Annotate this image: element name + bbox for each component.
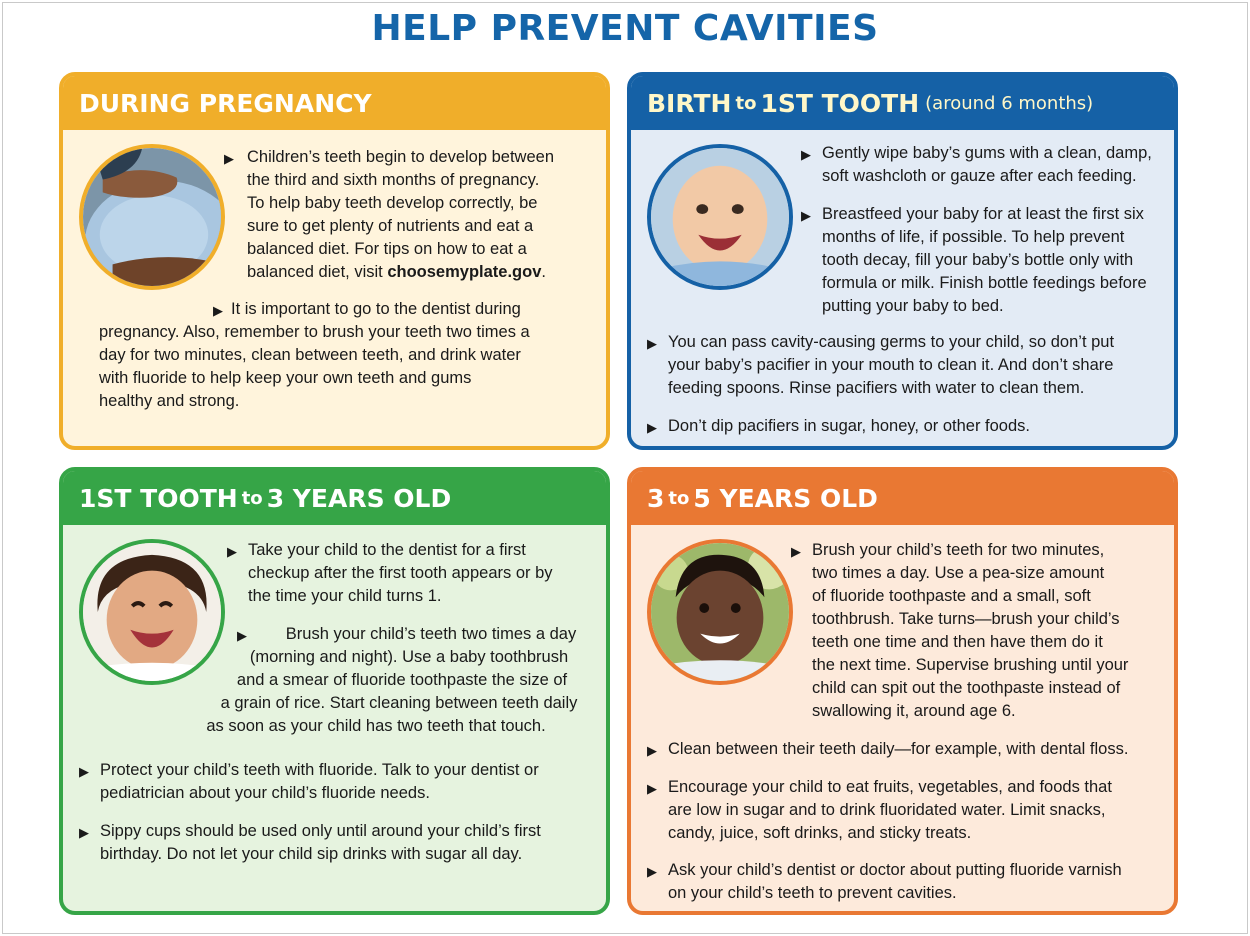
bullet-three-to-five-1 bbox=[791, 539, 1171, 723]
heading-text: BIRTH bbox=[647, 88, 732, 118]
text-line: (morning and night). Use a baby toothbrush bbox=[249, 648, 569, 666]
text-line: sure to get plenty of nutrients and eat a bbox=[247, 217, 534, 235]
text-line bbox=[247, 261, 597, 284]
text-line: toothbrush. Take turns—brush your child’s bbox=[812, 610, 1120, 628]
triangle-bullet-icon: ▶ bbox=[79, 825, 89, 840]
smiling-baby-photo bbox=[647, 144, 793, 290]
triangle-bullet-icon: ▶ bbox=[213, 303, 223, 318]
text-line: Take your child to the dentist for a first bbox=[248, 541, 526, 559]
text-line: To help baby teeth develop correctly, be bbox=[247, 194, 538, 212]
text-span: balanced diet, visit bbox=[247, 263, 388, 281]
text-line: Ask your child’s dentist or doctor about putting fluoride varnish bbox=[668, 861, 1122, 879]
page-title: HELP PREVENT CAVITIES bbox=[371, 8, 879, 49]
heading-text: DURING PREGNANCY bbox=[79, 88, 372, 118]
text-line: on your child’s teeth to prevent cavities. bbox=[668, 884, 957, 902]
heading-to: to bbox=[241, 487, 263, 509]
triangle-bullet-icon: ▶ bbox=[647, 864, 657, 879]
text-line: You can pass cavity-causing germs to your child, so don’t put bbox=[668, 333, 1115, 351]
text-line: of fluoride toothpaste and a small, soft bbox=[812, 587, 1091, 605]
text-line: Gently wipe baby’s gums with a clean, damp, bbox=[822, 144, 1152, 162]
text-line: tooth decay, fill your baby’s bottle only with bbox=[822, 251, 1134, 269]
card-during-pregnancy bbox=[59, 72, 610, 450]
text-line: the third and sixth months of pregnancy. bbox=[247, 171, 540, 189]
card-heading bbox=[631, 76, 1174, 130]
text-line: balanced diet. For tips on how to eat a bbox=[247, 240, 527, 258]
text-line: birthday. Do not let your child sip drinks with sugar all day. bbox=[100, 845, 523, 863]
bullet-three-to-five-4 bbox=[647, 859, 1172, 905]
choosemyplate-link[interactable]: choosemyplate.gov bbox=[387, 263, 542, 281]
bullet-first-tooth-2 bbox=[189, 623, 609, 738]
text-line: swallowing it, around age 6. bbox=[812, 702, 1016, 720]
heading-text: 1ST TOOTH bbox=[760, 88, 920, 118]
text-line: pediatrician about your child’s fluoride needs. bbox=[100, 784, 430, 802]
heading-text: 3 bbox=[647, 483, 665, 513]
card-three-to-five bbox=[627, 467, 1178, 915]
heading-text: 3 YEARS OLD bbox=[266, 483, 452, 513]
triangle-bullet-icon: ▶ bbox=[237, 628, 247, 643]
text-line: Don’t dip pacifiers in sugar, honey, or other foods. bbox=[668, 417, 1030, 435]
text-line: Clean between their teeth daily—for example, with dental floss. bbox=[668, 740, 1129, 758]
bullet-birth-3 bbox=[647, 331, 1172, 400]
text-line: It is important to go to the dentist during bbox=[231, 300, 521, 318]
triangle-bullet-icon: ▶ bbox=[801, 147, 811, 162]
bullet-first-tooth-1 bbox=[227, 539, 607, 608]
text-line: your baby’s pacifier in your mouth to clean it. And don’t share bbox=[668, 356, 1114, 374]
bullet-pregnancy-1 bbox=[224, 146, 597, 284]
text-line: formula or milk. Finish bottle feedings before bbox=[822, 274, 1147, 292]
heading-text: 5 YEARS OLD bbox=[693, 483, 878, 513]
bullet-three-to-five-2 bbox=[647, 738, 1172, 761]
text-line: feeding spoons. Rinse pacifiers with water to clean them. bbox=[668, 379, 1085, 397]
text-line: Brush your child’s teeth for two minutes, bbox=[812, 541, 1105, 559]
triangle-bullet-icon: ▶ bbox=[227, 544, 237, 559]
text-line: the time your child turns 1. bbox=[248, 587, 442, 605]
bullet-three-to-five-3 bbox=[647, 776, 1172, 845]
text-line: and a smear of fluoride toothpaste the size of bbox=[236, 671, 568, 689]
bullet-birth-1 bbox=[801, 142, 1171, 188]
text-line: two times a day. Use a pea-size amount bbox=[812, 564, 1105, 582]
smiling-child-photo bbox=[647, 539, 793, 685]
triangle-bullet-icon: ▶ bbox=[647, 781, 657, 796]
bullet-first-tooth-3 bbox=[79, 759, 604, 805]
text-line: months of life, if possible. To help prevent bbox=[822, 228, 1125, 246]
text-line: pregnancy. Also, remember to brush your teeth two times a bbox=[99, 323, 530, 341]
bullet-pregnancy-2 bbox=[99, 298, 599, 413]
text-line: as soon as your child has two teeth that touch. bbox=[206, 717, 546, 735]
bullet-birth-4 bbox=[647, 415, 1172, 438]
text-line: healthy and strong. bbox=[99, 392, 240, 410]
heading-to: to bbox=[668, 487, 690, 509]
card-heading bbox=[63, 76, 606, 130]
text-line: a grain of rice. Start cleaning between teeth daily bbox=[220, 694, 578, 712]
text-line: Protect your child’s teeth with fluoride. Talk to your dentist or bbox=[100, 761, 539, 779]
text-line: Breastfeed your baby for at least the first six bbox=[822, 205, 1144, 223]
triangle-bullet-icon: ▶ bbox=[79, 764, 89, 779]
text-line: soft washcloth or gauze after each feeding. bbox=[822, 167, 1137, 185]
text-line: Brush your child’s teeth two times a day bbox=[285, 625, 577, 643]
bullet-first-tooth-4 bbox=[79, 820, 604, 866]
triangle-bullet-icon: ▶ bbox=[224, 151, 234, 166]
bullet-birth-2 bbox=[801, 203, 1171, 318]
pregnant-belly-photo bbox=[79, 144, 225, 290]
card-heading bbox=[63, 471, 606, 525]
card-first-tooth-to-three bbox=[59, 467, 610, 915]
card-birth-to-first-tooth bbox=[627, 72, 1178, 450]
triangle-bullet-icon: ▶ bbox=[647, 420, 657, 435]
text-line: putting your baby to bed. bbox=[822, 297, 1004, 315]
text-line: Encourage your child to eat fruits, vegetables, and foods that bbox=[668, 778, 1112, 796]
text-line: are low in sugar and to drink fluoridated water. Limit snacks, bbox=[668, 801, 1106, 819]
text-line: child can spit out the toothpaste instead of bbox=[812, 679, 1121, 697]
text-line: day for two minutes, clean between teeth, and drink water bbox=[99, 346, 521, 364]
text-line: candy, juice, soft drinks, and sticky treats. bbox=[668, 824, 972, 842]
text-line: checkup after the first tooth appears or by bbox=[248, 564, 553, 582]
text-span: . bbox=[541, 263, 546, 281]
heading-age-note: (around 6 months) bbox=[925, 92, 1094, 114]
text-line: with fluoride to help keep your own teeth and gums bbox=[99, 369, 472, 387]
heading-to: to bbox=[735, 92, 757, 114]
text-line: the next time. Supervise brushing until your bbox=[812, 656, 1129, 674]
heading-text: 1ST TOOTH bbox=[79, 483, 238, 513]
triangle-bullet-icon: ▶ bbox=[647, 743, 657, 758]
text-line: teeth one time and then have them do it bbox=[812, 633, 1103, 651]
triangle-bullet-icon: ▶ bbox=[791, 544, 801, 559]
triangle-bullet-icon: ▶ bbox=[647, 336, 657, 351]
card-heading bbox=[631, 471, 1174, 525]
text-line: Sippy cups should be used only until around your child’s first bbox=[100, 822, 541, 840]
text-line: Children’s teeth begin to develop between bbox=[247, 148, 554, 166]
triangle-bullet-icon: ▶ bbox=[801, 208, 811, 223]
